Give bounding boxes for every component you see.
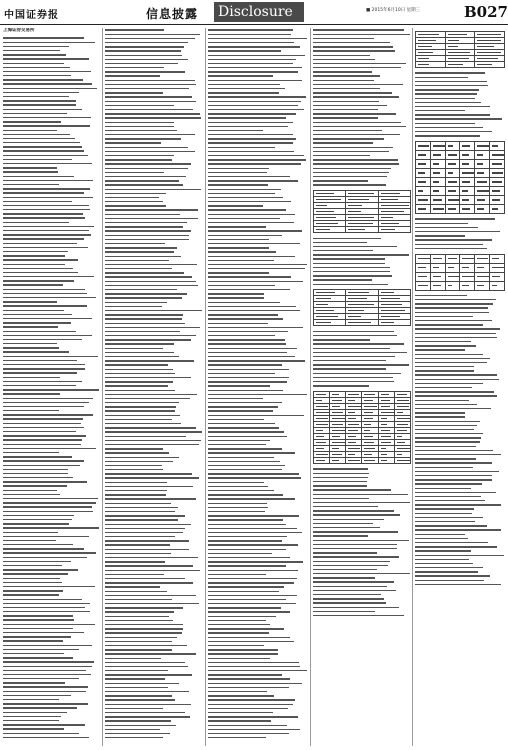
text-line bbox=[105, 736, 203, 740]
fund-table bbox=[313, 391, 411, 464]
table-cell bbox=[475, 196, 490, 205]
table-cell bbox=[445, 151, 460, 160]
table-cell bbox=[416, 142, 431, 151]
table-cell bbox=[314, 320, 346, 326]
table-row bbox=[416, 142, 505, 151]
newspaper-logo: 中国证券报 bbox=[4, 10, 59, 21]
table-cell bbox=[430, 151, 445, 160]
column-2 bbox=[105, 28, 203, 746]
summary-table bbox=[415, 31, 505, 68]
table-cell bbox=[490, 254, 505, 263]
table-cell bbox=[475, 151, 490, 160]
table-cell bbox=[430, 263, 445, 272]
table-cell bbox=[460, 160, 475, 169]
table-cell bbox=[445, 142, 460, 151]
table-row bbox=[314, 458, 411, 464]
table-cell bbox=[378, 227, 410, 233]
table-cell bbox=[475, 272, 490, 281]
table-cell bbox=[394, 458, 410, 464]
table-cell bbox=[460, 281, 475, 290]
table-cell bbox=[475, 160, 490, 169]
table-row bbox=[416, 254, 505, 263]
table-cell bbox=[445, 254, 460, 263]
table-cell bbox=[416, 281, 431, 290]
table-cell bbox=[490, 178, 505, 187]
table-cell bbox=[378, 320, 410, 326]
table-cell bbox=[490, 263, 505, 272]
column-divider bbox=[102, 28, 103, 746]
text-line bbox=[313, 183, 411, 187]
table-cell bbox=[460, 254, 475, 263]
table-cell bbox=[430, 142, 445, 151]
column-5-text-mid bbox=[415, 217, 505, 251]
table-cell bbox=[460, 187, 475, 196]
table-row bbox=[416, 205, 505, 214]
column-3-text bbox=[208, 28, 308, 740]
table-cell bbox=[416, 205, 431, 214]
column-5 bbox=[415, 28, 505, 746]
column-divider bbox=[205, 28, 206, 746]
table-row bbox=[416, 187, 505, 196]
issue-date: ■ 2015年6月10日 星期三 bbox=[366, 8, 421, 13]
page-number: B027 bbox=[464, 3, 508, 21]
text-line bbox=[313, 384, 411, 388]
table-cell bbox=[416, 196, 431, 205]
table-cell bbox=[490, 187, 505, 196]
table-cell bbox=[362, 458, 378, 464]
table-cell bbox=[445, 205, 460, 214]
table-cell bbox=[445, 160, 460, 169]
table-cell bbox=[445, 169, 460, 178]
nav-table bbox=[415, 141, 505, 214]
table-row bbox=[314, 320, 411, 326]
section-title: 信息披露 bbox=[146, 7, 199, 21]
table-cell bbox=[475, 187, 490, 196]
table-cell bbox=[475, 169, 490, 178]
column-1-text bbox=[3, 36, 100, 740]
table-cell bbox=[445, 62, 475, 68]
table-cell bbox=[460, 169, 475, 178]
table-cell bbox=[460, 151, 475, 160]
page-header bbox=[0, 0, 508, 27]
holdings-table bbox=[313, 190, 411, 233]
text-line bbox=[313, 614, 411, 618]
column-1 bbox=[3, 28, 100, 746]
table-cell bbox=[445, 281, 460, 290]
table-cell bbox=[460, 205, 475, 214]
column-5-text-top bbox=[415, 71, 505, 138]
table-cell bbox=[445, 187, 460, 196]
table-cell bbox=[430, 178, 445, 187]
table-cell bbox=[490, 151, 505, 160]
performance-table bbox=[415, 254, 505, 291]
column-divider bbox=[412, 28, 413, 746]
table-cell bbox=[314, 458, 330, 464]
disclosure-banner: Disclosure bbox=[214, 2, 304, 22]
table-cell bbox=[475, 205, 490, 214]
table-row bbox=[416, 151, 505, 160]
table-cell bbox=[430, 205, 445, 214]
table-cell bbox=[475, 178, 490, 187]
table-row bbox=[416, 178, 505, 187]
column-5-text-bottom bbox=[415, 294, 505, 587]
table-cell bbox=[445, 263, 460, 272]
table-cell bbox=[378, 458, 394, 464]
table-cell bbox=[416, 254, 431, 263]
table-cell bbox=[475, 62, 505, 68]
column-1-heading: 上海证券交易所 bbox=[3, 28, 35, 33]
table-cell bbox=[416, 178, 431, 187]
table-cell bbox=[460, 178, 475, 187]
table-cell bbox=[430, 272, 445, 281]
table-row bbox=[416, 169, 505, 178]
table-cell bbox=[490, 272, 505, 281]
column-4-text-mid2 bbox=[313, 329, 411, 388]
table-cell bbox=[490, 281, 505, 290]
table-cell bbox=[416, 169, 431, 178]
table-cell bbox=[416, 187, 431, 196]
table-cell bbox=[314, 227, 346, 233]
table-cell bbox=[460, 263, 475, 272]
text-line bbox=[415, 134, 505, 138]
table-cell bbox=[416, 160, 431, 169]
shareholder-table bbox=[313, 289, 411, 326]
text-line bbox=[208, 736, 308, 740]
table-row bbox=[416, 160, 505, 169]
table-cell bbox=[330, 458, 346, 464]
table-cell bbox=[490, 196, 505, 205]
table-cell bbox=[346, 320, 378, 326]
table-row bbox=[416, 263, 505, 272]
table-cell bbox=[490, 169, 505, 178]
table-cell bbox=[460, 272, 475, 281]
table-cell bbox=[490, 205, 505, 214]
table-cell bbox=[460, 196, 475, 205]
table-cell bbox=[460, 142, 475, 151]
column-divider bbox=[310, 28, 311, 746]
column-2-text bbox=[105, 28, 203, 740]
table-cell bbox=[490, 160, 505, 169]
table-cell bbox=[416, 263, 431, 272]
column-4-text-top bbox=[313, 28, 411, 187]
table-cell bbox=[430, 196, 445, 205]
text-line bbox=[3, 735, 100, 739]
table-cell bbox=[346, 227, 378, 233]
table-cell bbox=[445, 196, 460, 205]
table-cell bbox=[416, 151, 431, 160]
column-4-text-mid bbox=[313, 236, 411, 286]
table-cell bbox=[430, 281, 445, 290]
table-cell bbox=[430, 169, 445, 178]
table-cell bbox=[445, 178, 460, 187]
table-cell bbox=[475, 263, 490, 272]
table-cell bbox=[475, 142, 490, 151]
table-row bbox=[314, 227, 411, 233]
table-row bbox=[416, 62, 505, 68]
column-3 bbox=[208, 28, 308, 746]
table-cell bbox=[430, 160, 445, 169]
column-4-text-bottom bbox=[313, 467, 411, 618]
table-cell bbox=[346, 458, 362, 464]
table-cell bbox=[445, 272, 460, 281]
text-line bbox=[415, 582, 505, 586]
table-row bbox=[416, 281, 505, 290]
table-cell bbox=[430, 254, 445, 263]
table-cell bbox=[475, 281, 490, 290]
table-cell bbox=[416, 272, 431, 281]
text-line bbox=[313, 282, 411, 286]
table-cell bbox=[430, 187, 445, 196]
text-line bbox=[415, 246, 505, 250]
table-row bbox=[416, 272, 505, 281]
table-cell bbox=[490, 142, 505, 151]
table-cell bbox=[475, 254, 490, 263]
table-cell bbox=[416, 62, 446, 68]
column-4 bbox=[313, 28, 411, 746]
table-row bbox=[416, 196, 505, 205]
header-rule bbox=[0, 24, 508, 25]
